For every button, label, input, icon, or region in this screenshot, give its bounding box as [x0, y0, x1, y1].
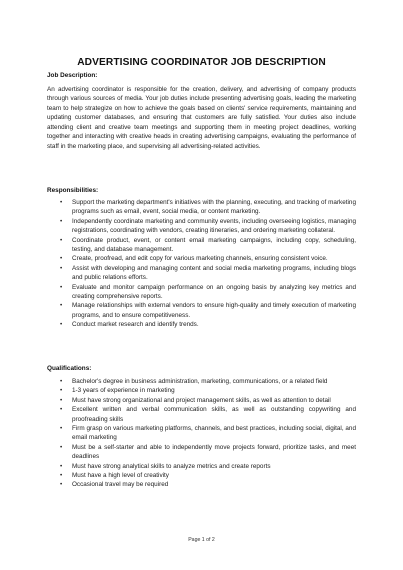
bullet-icon: • — [60, 443, 63, 451]
list-item-text: Must have a high level of creativity — [72, 472, 169, 480]
bullet-icon: • — [60, 264, 63, 272]
responsibilities-list — [47, 198, 356, 330]
list-item-text: Bachelor's degree in business administration, marketing, communications, or a related field — [72, 378, 328, 385]
list-item-text: Excellent written and verbal communication skills, as well as outstanding copywriting and proofreading skills — [72, 406, 356, 423]
bullet-icon: • — [60, 462, 63, 470]
list-item-text: Firm grasp on various marketing platforms, channels, and best practices, including social, digital, and email marketing — [72, 425, 356, 442]
bullet-icon: • — [60, 425, 63, 433]
bullet-icon: • — [60, 283, 63, 291]
list-item — [47, 217, 356, 236]
list-item — [47, 424, 356, 443]
qualifications-list — [47, 377, 356, 490]
list-item — [47, 480, 356, 489]
job-description-paragraph: An advertising coordinator is responsible for the creation, delivery, and advertising of company products through various sources of media. Your job duties include presenting advertising goals, leading the marketing team to help strategize on how to achieve the goals based on clients' service requirements, maintaining and updating customer databases, and ensuring that customers are fully satisfied. Your duties also include attending client and creative team meetings and supporting them in meeting project deadlines, working together and interacting with creative heads in creating advertising campaigns, evaluating the performance of staff in the marketing place, and supervising all advertising-related activities. — [47, 86, 356, 150]
bullet-icon: • — [60, 396, 63, 404]
list-item — [47, 396, 356, 405]
bullet-icon: • — [60, 236, 63, 244]
list-item — [47, 377, 356, 386]
job-description-heading: Job Description: — [47, 72, 98, 79]
list-item — [47, 198, 356, 217]
bullet-icon: • — [60, 302, 63, 310]
list-item — [47, 301, 356, 320]
page-number-footer: Page 1 of 2 — [188, 537, 215, 543]
list-item-text: 1-3 years of experience in marketing — [72, 387, 175, 395]
list-item — [47, 443, 356, 462]
list-item-text: Create, proofread, and edit copy for various marketing channels, ensuring consistent voice. — [72, 255, 328, 263]
list-item-text: Coordinate product, event, or content email marketing campaigns, including copy, scheduling, testing, and database management. — [72, 236, 356, 254]
list-item-text: Must be a self-starter and able to independently move projects forward, prioritize tasks, and meet deadlines — [72, 443, 356, 461]
list-item-text: Evaluate and monitor campaign performance on an ongoing basis by analyzing key metrics and creating comprehensive reports. — [72, 283, 356, 301]
list-item-text: Must have strong organizational and project management skills, as well as attention to detail — [72, 396, 331, 404]
list-item-text: Conduct market research and identify trends. — [72, 321, 199, 329]
list-item — [47, 236, 356, 255]
bullet-icon: • — [60, 199, 63, 206]
list-item-text: Manage relationships with external vendors to ensure high-quality and timely execution of marketing programs, and to ensure competitiveness. — [72, 302, 356, 319]
bullet-icon: • — [60, 387, 63, 395]
list-item-text: Assist with developing and managing content and social media marketing programs, including blogs and public relations efforts. — [72, 264, 356, 282]
bullet-icon: • — [60, 481, 63, 489]
list-item — [47, 471, 356, 480]
list-item — [47, 320, 356, 329]
bullet-icon: • — [60, 255, 63, 263]
document-title: ADVERTISING COORDINATOR JOB DESCRIPTION — [77, 57, 326, 68]
bullet-icon: • — [60, 378, 63, 385]
responsibilities-heading: Responsibilities: — [47, 187, 99, 194]
list-item — [47, 254, 356, 263]
list-item — [47, 462, 356, 471]
qualifications-heading: Qualifications: — [47, 365, 92, 372]
list-item — [47, 386, 356, 395]
list-item-text: Occasional travel may be required — [72, 481, 169, 489]
bullet-icon: • — [60, 321, 63, 329]
list-item-text: Support the marketing department's initiatives with the planning, executing, and tracking of marketing programs such as email, event, social media, or content marketing. — [72, 199, 356, 216]
bullet-icon: • — [60, 217, 63, 225]
list-item-text: Must have strong analytical skills to analyze metrics and create reports — [72, 462, 271, 470]
bullet-icon: • — [60, 406, 63, 414]
list-item — [47, 405, 356, 424]
bullet-icon: • — [60, 472, 63, 480]
list-item — [47, 283, 356, 302]
list-item — [47, 264, 356, 283]
list-item-text: Independently coordinate marketing and community events, including overseeing logistics, managing registrations, coordinating with vendors, creating itineraries, and ordering marketing collateral. — [72, 217, 356, 235]
